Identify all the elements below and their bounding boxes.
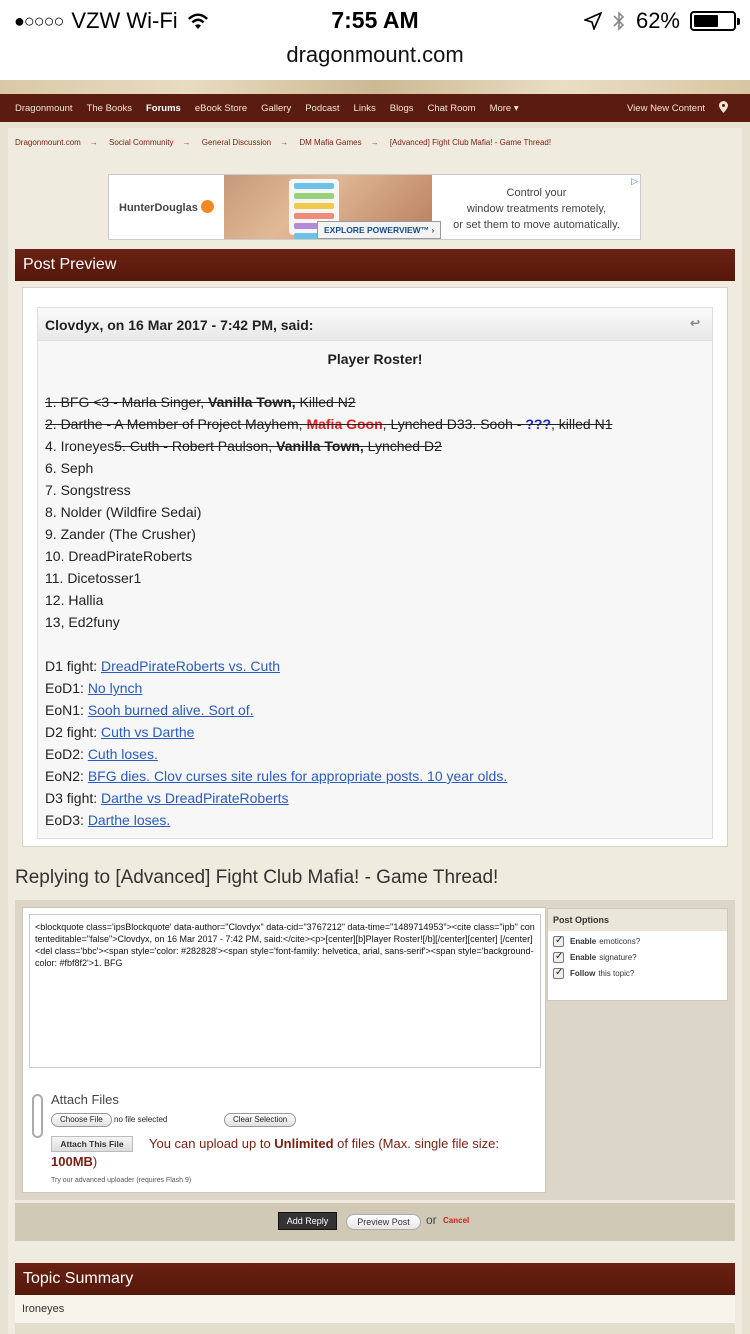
event-link[interactable]: No lynch xyxy=(87,680,143,696)
battery-percent: 62% xyxy=(635,8,680,33)
nav-item-the-books[interactable]: The Books xyxy=(86,102,132,114)
ad-brand: HunterDouglas xyxy=(119,200,214,214)
checkbox-icon xyxy=(553,936,564,947)
post-preview-header: Post Preview xyxy=(15,249,735,281)
option-emoticons[interactable]: ✓ Enable emoticons? xyxy=(553,936,727,947)
reply-title: Replying to [Advanced] Fight Club Mafia! - Game Thread! xyxy=(15,867,499,888)
quote-citation: Clovdyx, on 16 Mar 2017 - 7:42 PM, said: ↩ xyxy=(38,308,712,341)
blockquote xyxy=(37,307,713,839)
cancel-link[interactable]: Cancel xyxy=(443,1216,470,1225)
breadcrumb: Dragonmount.com → Social Community → General Discussion → DM Mafia Games → [Advanced] Fight Club Mafia! - Game Thread! xyxy=(15,138,552,147)
event-line: EoN1: Sooh burned alive. Sort of. xyxy=(45,702,254,718)
paperclip-icon xyxy=(32,1094,43,1138)
quote-link-icon[interactable]: ↩ xyxy=(689,316,700,330)
roster-line: 1. BFG <3 - Marla Singer, Vanilla Town, Killed N2 xyxy=(45,394,356,410)
roster-line: 10. DreadPirateRoberts xyxy=(45,548,193,564)
roster-title: Player Roster! xyxy=(327,351,423,367)
event-link[interactable]: Cuth loses. xyxy=(87,746,158,762)
site-banner xyxy=(0,80,750,94)
breadcrumb-item[interactable]: [Advanced] Fight Club Mafia! - Game Thread! xyxy=(389,138,552,147)
preview-post-button[interactable]: Preview Post xyxy=(346,1214,421,1230)
nav-item-more[interactable]: More ▾ xyxy=(489,102,519,114)
nav-item-links[interactable]: Links xyxy=(353,102,376,114)
nav-item-blogs[interactable]: Blogs xyxy=(389,102,414,114)
roster-line: 13, Ed2funy xyxy=(45,614,120,630)
option-signature[interactable]: ✓ Enable signature? xyxy=(553,952,727,963)
event-link[interactable]: Darthe loses. xyxy=(87,812,171,828)
location-arrow-icon xyxy=(584,12,602,30)
roster-line: 6. Seph xyxy=(45,460,94,476)
option-follow-topic[interactable]: ✓ Follow this topic? xyxy=(553,968,727,979)
event-link[interactable]: DreadPirateRoberts vs. Cuth xyxy=(101,658,280,674)
roster-line: 11. Dicetosser1 xyxy=(45,570,142,586)
event-line: EoD3: Darthe loses. xyxy=(45,812,171,828)
battery-icon xyxy=(690,11,736,31)
url-bar[interactable] xyxy=(0,40,750,80)
map-pin-icon[interactable] xyxy=(712,101,750,116)
clear-selection-button[interactable]: Clear Selection xyxy=(224,1113,296,1127)
event-line: EoD2: Cuth loses. xyxy=(45,746,158,762)
summary-divider xyxy=(15,1323,735,1334)
add-reply-button[interactable]: Add Reply xyxy=(278,1212,337,1230)
url-text: dragonmount.com xyxy=(286,42,464,67)
ad-cta-button[interactable]: EXPLORE POWERVIEW™ › xyxy=(317,221,441,239)
nav-item-podcast[interactable]: Podcast xyxy=(305,102,340,114)
upload-limit-note: You can upload up to Unlimited of files (Max. single file size: 100MB) xyxy=(51,1136,499,1169)
event-link[interactable]: Darthe vs DreadPirateRoberts xyxy=(101,790,289,806)
nav-item-chat-room[interactable]: Chat Room xyxy=(427,102,476,114)
event-line: D3 fight: Darthe vs DreadPirateRoberts xyxy=(45,790,289,806)
no-file-label: no file selected xyxy=(114,1115,168,1124)
roster-line: 7. Songstress xyxy=(45,482,131,498)
brand-logo-icon xyxy=(201,200,214,213)
view-new-content-link[interactable]: View New Content xyxy=(627,102,705,114)
breadcrumb-item[interactable]: General Discussion xyxy=(201,138,272,147)
advanced-uploader-link[interactable]: Try our advanced uploader (requires Flash 9) xyxy=(51,1177,192,1184)
post-options-panel xyxy=(547,908,728,1001)
nav-item-dragonmount[interactable]: Dragonmount xyxy=(15,102,73,114)
breadcrumb-item[interactable]: Dragonmount.com xyxy=(15,138,81,147)
post-options-title: Post Options xyxy=(548,909,727,931)
topic-summary-header: Topic Summary xyxy=(15,1263,735,1295)
breadcrumb-item[interactable]: DM Mafia Games xyxy=(299,138,362,147)
event-line: D2 fight: Cuth vs Darthe xyxy=(45,724,195,740)
reply-textarea[interactable]: <blockquote class='ipsBlockquote' data-author="Clovdyx" data-cid="3767212" data-time="1489714953"><cite class="ipb" contenteditable="false">Clovdyx, on 16 Mar 2017 - 7:42 PM, said:</cite><p>[center][b]Player Roster![/b][/center][center] [/center]<del class='bbc'><span style='color: #282828'><span style='font-family: helvetica, arial, sans-serif'><span style='background-color: #fbf8f2'>1. BFG xyxy=(29,914,541,1068)
main-nav xyxy=(0,94,750,122)
status-bar xyxy=(0,0,750,40)
nav-item-gallery[interactable]: Gallery xyxy=(261,102,292,114)
roster-line: 9. Zander (The Crusher) xyxy=(45,526,196,542)
advertisement[interactable] xyxy=(108,174,641,240)
event-line: EoD1: No lynch xyxy=(45,680,143,696)
roster-line: 8. Nolder (Wildfire Sedai) xyxy=(45,504,202,520)
event-line: D1 fight: DreadPirateRoberts vs. Cuth xyxy=(45,658,280,674)
or-label: or xyxy=(426,1213,437,1227)
breadcrumb-item[interactable]: Social Community xyxy=(109,138,174,147)
attach-this-file-button[interactable]: Attach This File xyxy=(51,1136,133,1152)
roster-line: 12. Hallia xyxy=(45,592,104,608)
clock: 7:55 AM xyxy=(331,7,419,33)
event-link[interactable]: Cuth vs Darthe xyxy=(101,724,195,740)
roster-line: 2. Darthe - A Member of Project Mayhem, Mafia Goon, Lynched D33. Sooh - ???, killed N1 xyxy=(45,416,613,432)
checkbox-icon xyxy=(553,952,564,963)
ad-tagline: Control your window treatments remotely, or set them to move automatically. xyxy=(453,187,620,231)
event-link[interactable]: BFG dies. Clov curses site rules for appropriate posts. 10 year olds. xyxy=(87,768,508,784)
attach-files-label: Attach Files xyxy=(51,1092,119,1107)
choose-file-button[interactable]: Choose File xyxy=(51,1113,112,1127)
ad-choices-icon[interactable]: ▷ xyxy=(631,176,638,186)
checkbox-icon xyxy=(553,968,564,979)
nav-item-forums[interactable]: Forums xyxy=(145,102,181,114)
event-line: EoN2: BFG dies. Clov curses site rules for appropriate posts. 10 year olds. xyxy=(45,768,508,784)
carrier-label: VZW Wi-Fi xyxy=(71,8,178,33)
summary-author[interactable]: Ironeyes xyxy=(15,1295,735,1323)
bluetooth-icon xyxy=(612,10,626,32)
signal-indicator: ●○○○○ xyxy=(14,10,64,31)
roster-line: 4. Ironeyes5. Cuth - Robert Paulson, Vanilla Town, Lynched D2 xyxy=(45,438,442,454)
nav-item-ebook-store[interactable]: eBook Store xyxy=(194,102,248,114)
event-link[interactable]: Sooh burned alive. Sort of. xyxy=(87,702,254,718)
